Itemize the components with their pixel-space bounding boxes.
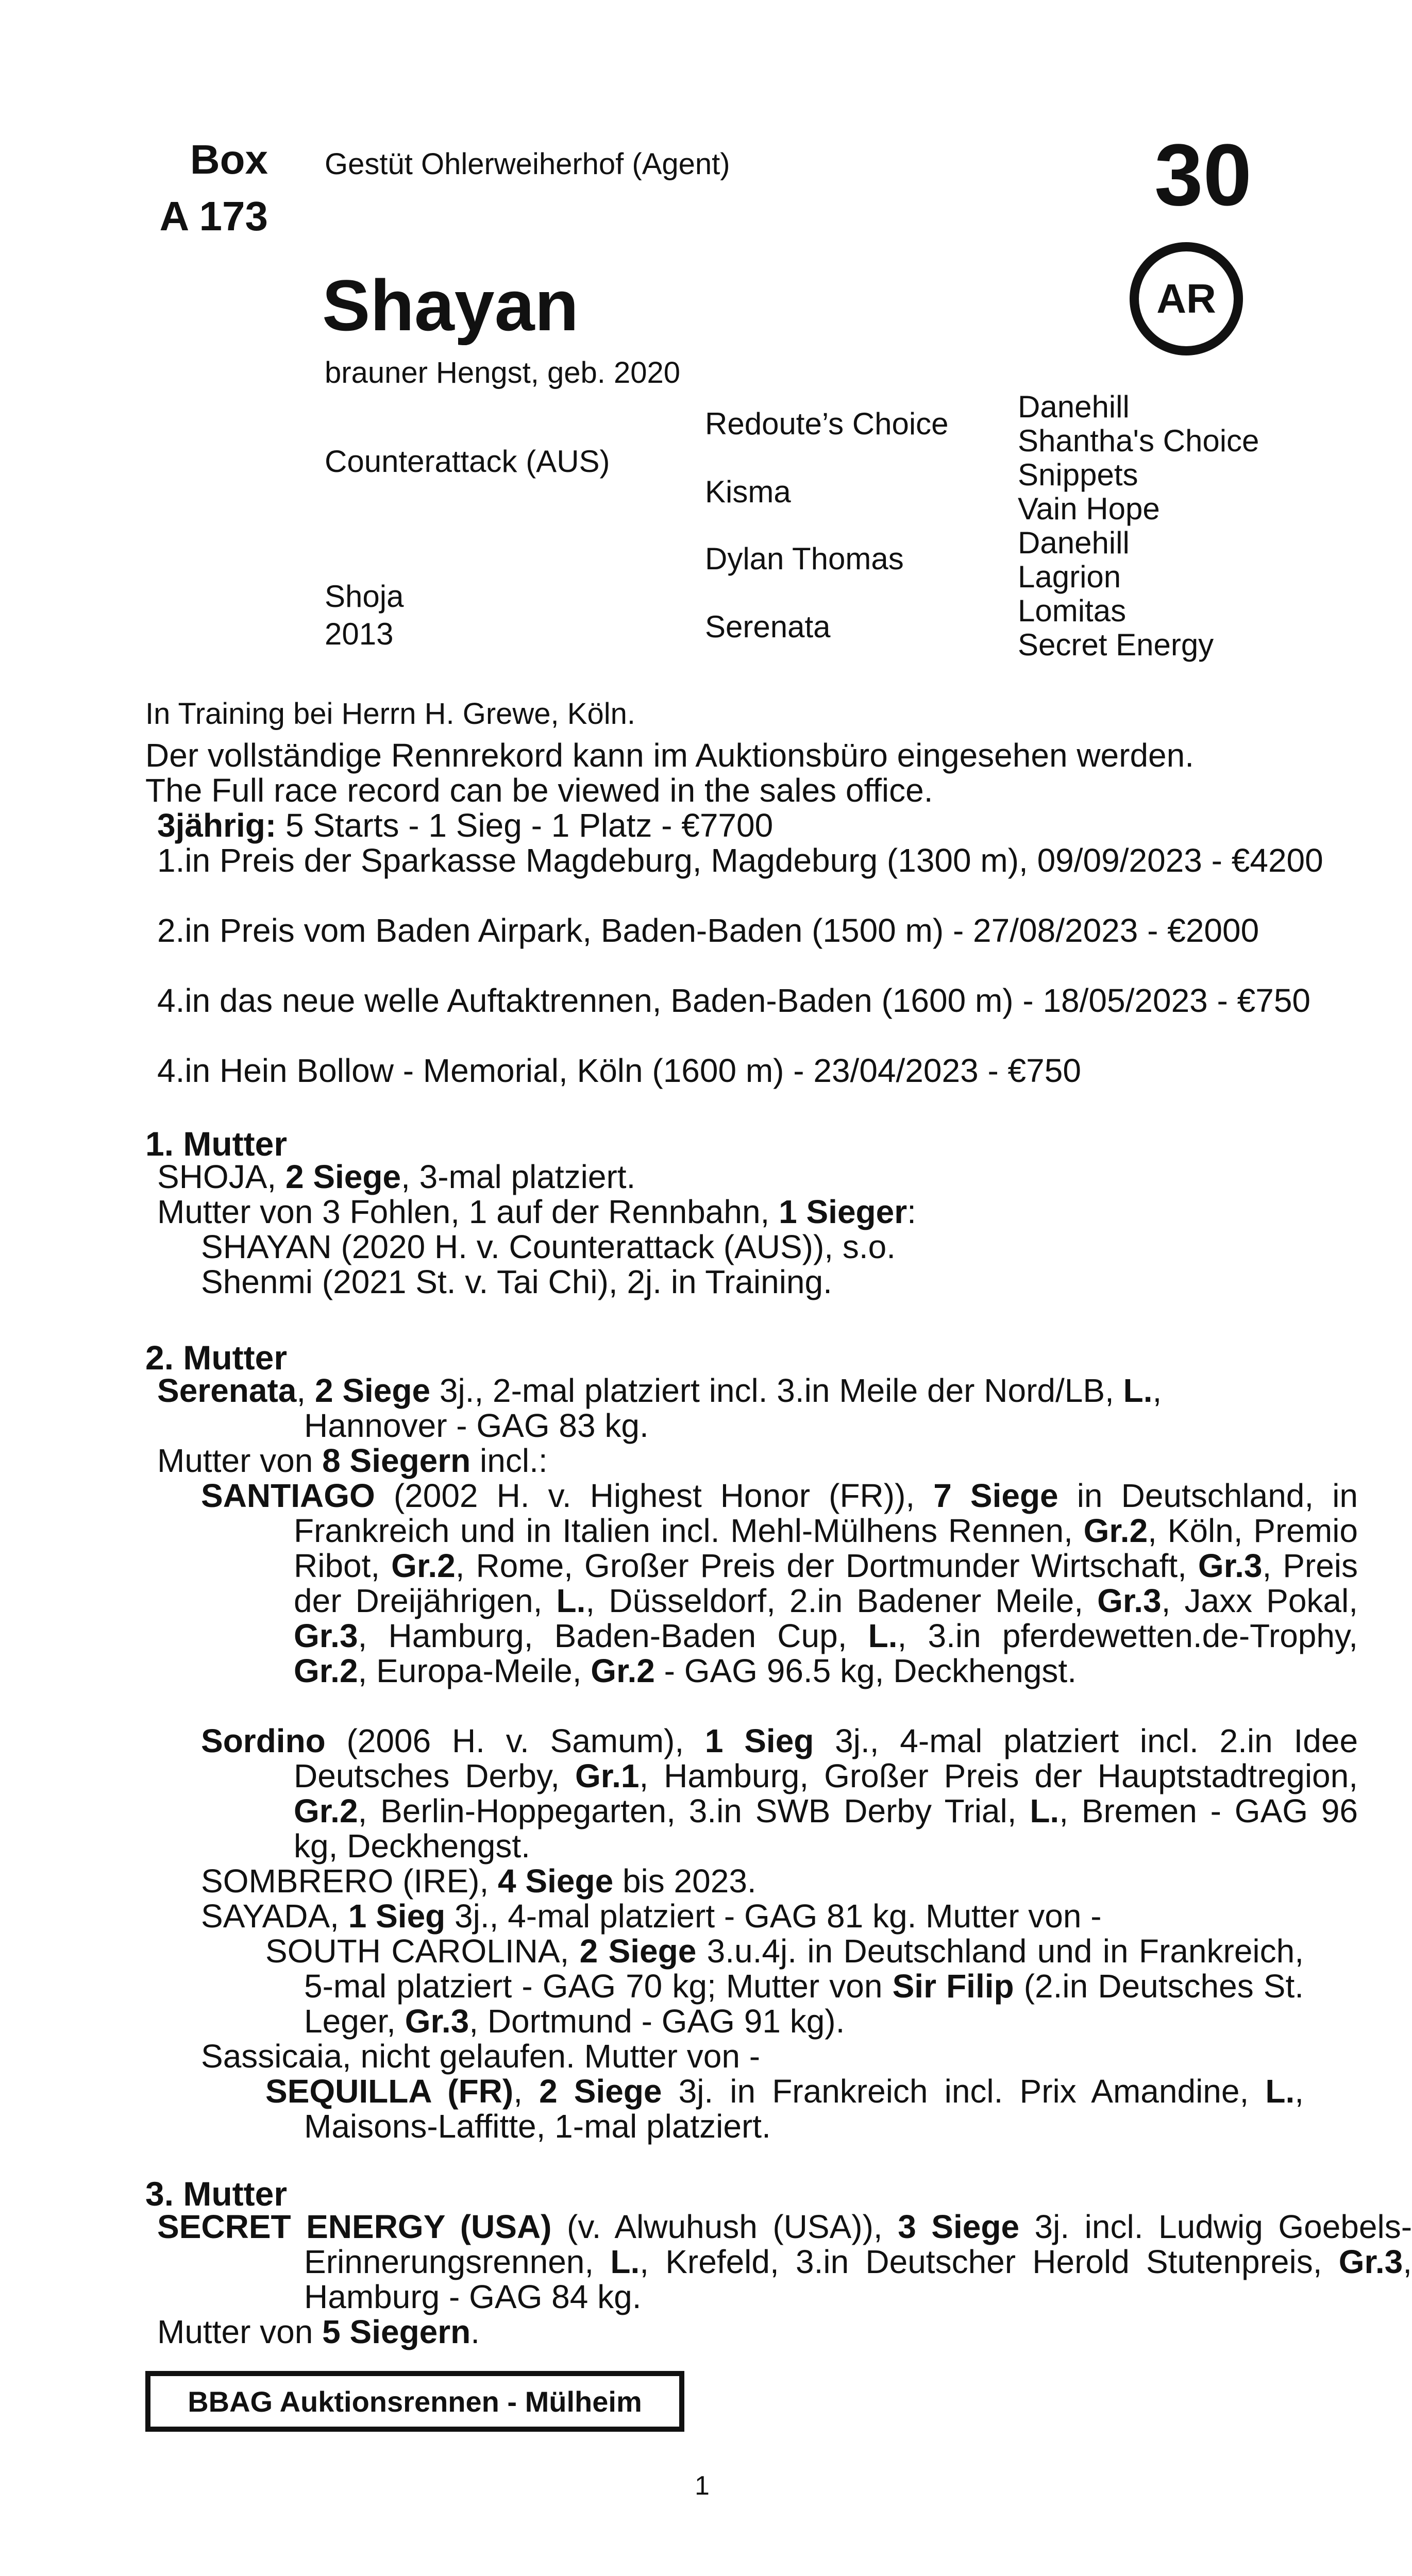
t: 2 Siege [539, 2073, 662, 2110]
t: Gr.2 [1083, 1512, 1148, 1549]
pedigree-dam: Shoja [325, 579, 404, 614]
t: L. [556, 1582, 586, 1619]
t: Mutter von 3 Fohlen, 1 auf der Rennbahn, [157, 1193, 779, 1230]
pedigree-g3-8: Secret Energy [1018, 628, 1214, 662]
t: incl.: [470, 1442, 548, 1479]
t: , Rome, Großer Preis [455, 1547, 776, 1584]
produce-sombrero [201, 1863, 757, 1899]
t: , Maisons-Laffitte, 1-mal platziert. [304, 2073, 1304, 2145]
t: 3.u.4j. in Deutschland und in [696, 1933, 1129, 1970]
t: 3j., 4-mal platziert - GAG 81 kg. Mutter von - [445, 1897, 1102, 1935]
t: , Krefeld, 3.in [640, 2243, 849, 2280]
t: Gr.2 [294, 1792, 358, 1829]
t: Rennen, [948, 1512, 1084, 1549]
t: , [585, 1582, 595, 1619]
pedigree-g3-7: Lomitas [1018, 594, 1127, 628]
t: Gr.3 [405, 2003, 469, 2040]
race-record-note-de: Der vollständige Rennrekord kann im Auktionsbüro eingesehen werden. [145, 737, 1194, 774]
page-number: 1 [695, 2471, 710, 2501]
t: SEQUILLA (FR) [265, 2073, 514, 2110]
t: , Jaxx Pokal, [1161, 1582, 1358, 1619]
t: Sordino [201, 1722, 326, 1759]
t: 3j. incl. [1019, 2208, 1144, 2245]
t: , 3.in pferdewetten.de-Trophy, [897, 1617, 1358, 1654]
t: Idee Deutsches Derby, [294, 1722, 1358, 1794]
t: SOUTH CAROLINA, [265, 1933, 580, 1970]
section-title-3-mutter: 3. Mutter [145, 2175, 288, 2213]
box-number: A 173 [159, 193, 268, 239]
t: 3j., 4-mal platziert incl. 2.in [814, 1722, 1273, 1759]
race-result-4: 4.in Hein Bollow - Memorial, Köln (1600 m) - 23/04/2023 - €750 [157, 1052, 1081, 1089]
produce-south-carolina [265, 1934, 1304, 2039]
t: Gr.2 [591, 1652, 655, 1689]
lot-number: 30 [1154, 126, 1252, 224]
t: . [470, 2313, 480, 2350]
t: : [907, 1193, 916, 1230]
pedigree-g3-4: Vain Hope [1018, 492, 1160, 526]
summary-text: 5 Starts - 1 Sieg - 1 Platz - €7700 [276, 807, 774, 844]
t: Gr.3 [1097, 1582, 1162, 1619]
consignor-agent: Gestüt Ohlerweiherhof (Agent) [325, 147, 730, 181]
horse-name: Shayan [322, 265, 579, 346]
race-eligibility-box [145, 2371, 684, 2432]
pedigree-g3-2: Shantha's Choice [1018, 423, 1259, 458]
t: , [513, 2073, 540, 2110]
t: 1 Sieger [779, 1193, 907, 1230]
race-eligibility-label: BBAG Auktionsrennen - Mülheim [188, 2385, 642, 2418]
t: Trial, [944, 1792, 1030, 1829]
t: Hauptstadtregion, [1097, 1757, 1358, 1794]
t: L. [1030, 1792, 1060, 1829]
pedigree-dam-dam: Serenata [705, 609, 831, 644]
pedigree-g3-5: Danehill [1018, 526, 1130, 560]
pedigree-dam-year: 2013 [325, 617, 394, 651]
pedigree-g3-1: Danehill [1018, 389, 1130, 424]
t: Mutter von [157, 2313, 323, 2350]
t: SECRET ENERGY (USA) [157, 2208, 552, 2245]
horse-description: brauner Hengst, geb. 2020 [325, 356, 681, 389]
pedigree-sire-sire: Redoute’s Choice [705, 406, 949, 441]
t: , Hamburg, Großer Preis der [639, 1757, 1082, 1794]
t: Sir Filip [892, 1968, 1014, 2005]
race-result-2: 2.in Preis vom Baden Airpark, Baden-Baden (1500 m) - 27/08/2023 - €2000 [157, 912, 1259, 949]
box-label: Box [190, 137, 268, 182]
produce-sassicaia: Sassicaia, nicht gelaufen. Mutter von - [201, 2038, 760, 2075]
t: , Dortmund - GAG 91 kg). [469, 2003, 845, 2040]
t: , Bremen - GAG 96 kg, Deckhengst. [294, 1792, 1358, 1865]
race-result-3: 4.in das neue welle Auftaktrennen, Baden-Baden (1600 m) - 18/05/2023 - €750 [157, 982, 1310, 1019]
pedigree-g3-6: Lagrion [1018, 560, 1121, 594]
t: Gr.3 [294, 1617, 358, 1654]
t: (2.in Deutsches St. Leger, [304, 1968, 1304, 2040]
t: 1 Sieg [704, 1722, 814, 1759]
t: Hamburg, Baden-Baden Cup, [388, 1617, 868, 1654]
t: der Dortmunder Wirtschaft, [786, 1547, 1198, 1584]
t: Gr.3 [1198, 1547, 1263, 1584]
t: Gr.1 [575, 1757, 640, 1794]
t: Gr.3 [1338, 2243, 1403, 2280]
t: (2006 H. v. Samum), [325, 1722, 705, 1759]
t: L. [1265, 2073, 1295, 2110]
t: 3j. in Frankreich incl. Prix Amandine, [662, 2073, 1249, 2110]
t: - GAG 96.5 kg, Deckhengst. [654, 1652, 1077, 1689]
t: L. [1123, 1372, 1153, 1409]
serenata-line2: Hannover - GAG 83 kg. [304, 1407, 649, 1444]
race-result-1: 1.in Preis der Sparkasse Magdeburg, Magdeburg (1300 m), 09/09/2023 - €4200 [157, 842, 1323, 879]
t: 1 Sieg [348, 1897, 446, 1935]
ar-badge [1130, 242, 1243, 355]
t: 7 Siege [933, 1477, 1058, 1514]
age-label: 3jährig: [157, 807, 277, 844]
t: Gr.2 [294, 1652, 358, 1689]
t: , Hamburg - GAG 84 kg. [304, 2243, 1412, 2315]
section-title-2-mutter: 2. Mutter [145, 1338, 288, 1377]
t: 3 Siege [898, 2208, 1020, 2245]
t: , Köln, Premio Ribot, [294, 1512, 1358, 1584]
produce-shayan: SHAYAN (2020 H. v. Counterattack (AUS)), s.o. [201, 1228, 896, 1265]
dam-serenata: Serenata, 2 Siege 3j., 2-mal platziert incl. 3.in Meile der Nord/LB, L., [157, 1372, 1162, 1409]
t: Düsseldorf, 2.in Badener Meile, [609, 1582, 1098, 1619]
serenata-produce-summary [157, 1443, 548, 1478]
t: 2 Siege [285, 1158, 401, 1195]
t: Frankreich, 5-mal platziert - GAG 70 kg; Mutter von [304, 1933, 1304, 2005]
race-record-summary [157, 808, 773, 843]
t: 4 Siege [498, 1862, 614, 1900]
t: SHOJA, [157, 1158, 285, 1195]
dam-secret-energy [157, 2209, 1412, 2314]
t: , [358, 1617, 367, 1654]
section-title-1-mutter: 1. Mutter [145, 1125, 288, 1163]
produce-santiago [201, 1478, 1358, 1688]
t: L. [610, 2243, 640, 2280]
t: Ludwig Goebels-Erinnerungsrennen, [304, 2208, 1412, 2280]
dam-produce-summary [157, 1194, 916, 1229]
t: Gr.2 [391, 1547, 456, 1584]
pedigree-g3-3: Snippets [1018, 457, 1138, 492]
t: , Europa-Meile, [358, 1652, 591, 1689]
pedigree-sire-dam: Kisma [705, 474, 791, 509]
t: 3j., 2-mal platziert incl. 3.in Meile der Nord/LB, [430, 1372, 1123, 1409]
t: (v. Alwuhush (USA)), [551, 2208, 898, 2245]
t: SANTIAGO [201, 1477, 375, 1514]
produce-sequilla [265, 2074, 1304, 2144]
dam-shoja [157, 1159, 635, 1194]
t: Deutschland, in Frankreich und in Italien incl. Mehl-Mülhens [294, 1477, 1358, 1549]
t: 8 Siegern [322, 1442, 471, 1479]
t: , Preis der Dreijährigen, [294, 1547, 1358, 1619]
t: Deutscher Herold Stutenpreis, [865, 2243, 1339, 2280]
produce-sordino [201, 1723, 1358, 1863]
t: , 3-mal platziert. [401, 1158, 636, 1195]
produce-sayada [201, 1899, 1102, 1934]
t: Mutter von [157, 1442, 323, 1479]
t: (2002 H. v. Highest Honor (FR)), [375, 1477, 934, 1514]
t: , [1152, 1372, 1162, 1409]
t: L. [868, 1617, 898, 1654]
ar-badge-label: AR [1156, 276, 1216, 321]
t: in [1058, 1477, 1103, 1514]
t: 5 Siegern [322, 2313, 471, 2350]
t: 2 Siege [579, 1933, 697, 1970]
t: , Berlin-Hoppegarten, 3.in SWB Derby [358, 1792, 932, 1829]
pedigree-sire: Counterattack (AUS) [325, 444, 610, 479]
t: Serenata [157, 1372, 297, 1409]
produce-shenmi: Shenmi (2021 St. v. Tai Chi), 2j. in Training. [201, 1263, 832, 1300]
t: SAYADA, [201, 1897, 348, 1935]
secret-energy-produce-summary [157, 2314, 480, 2349]
race-record-note-en: The Full race record can be viewed in the sales office. [145, 772, 933, 809]
pedigree-dam-sire: Dylan Thomas [705, 541, 904, 576]
t: 2 Siege [314, 1372, 431, 1409]
t: bis 2023. [613, 1862, 757, 1900]
t: SOMBRERO (IRE), [201, 1862, 498, 1900]
training-info: In Training bei Herrn H. Grewe, Köln. [145, 697, 635, 731]
